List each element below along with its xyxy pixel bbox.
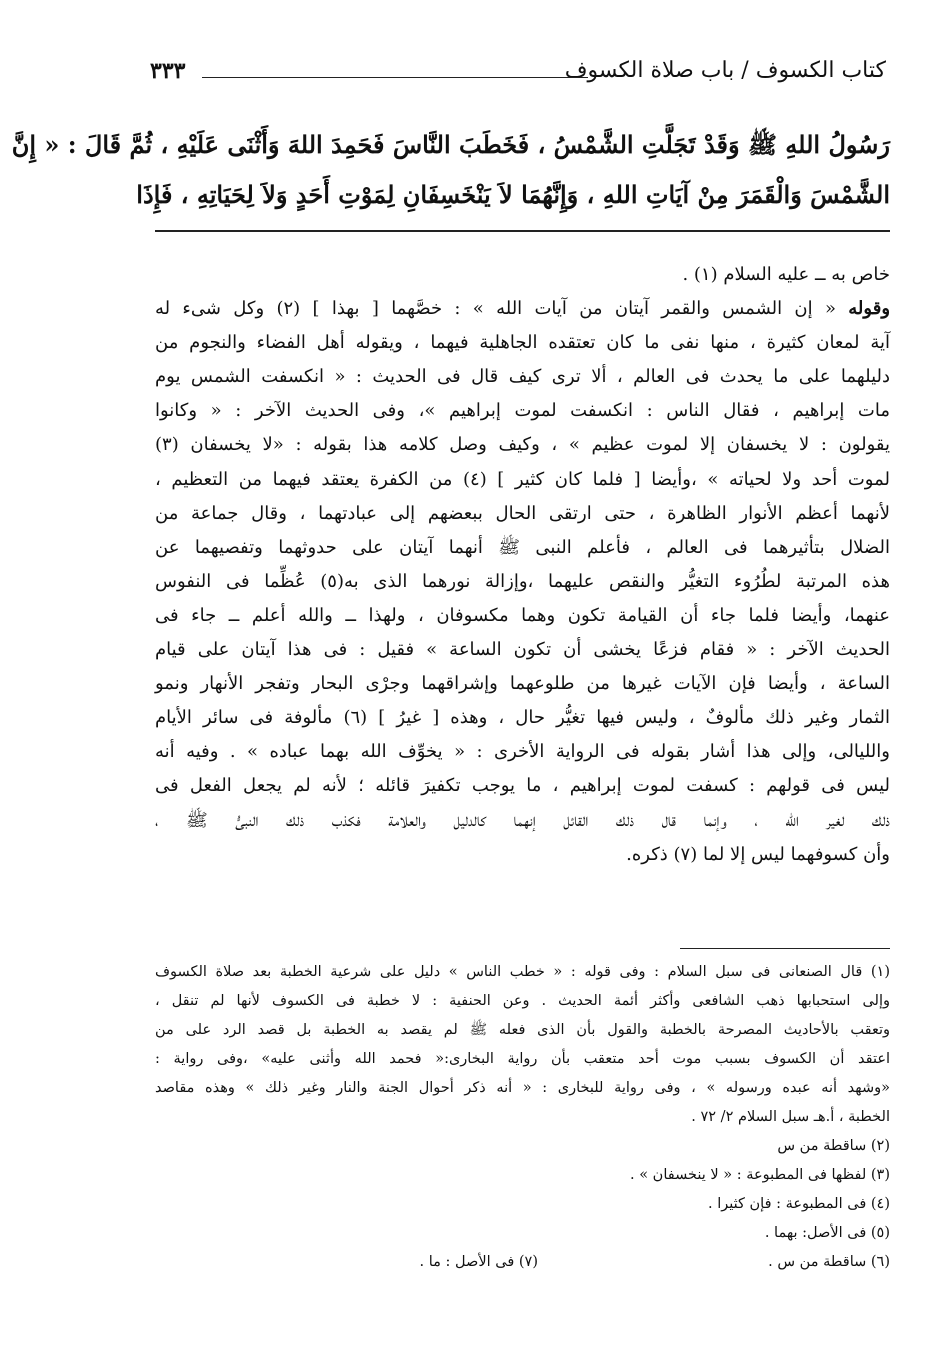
hadith-line: الشَّمْسَ وَالْقَمَرَ مِنْ آيَاتِ اللهِ ، وَإِنَّهُمَا لاَ يَنْخَسِفَانِ لِمَوْتِ أَحَدٍ وَلاَ لِحَيَاتِهِ ، فَإِذَا xyxy=(136,180,890,209)
footnote-line: اعتقد أن الكسوف بسبب موت أحد متعقب بأن رواية البخارى:« فحمد الله وأثنى عليه» ،وفى رواية : xyxy=(155,1051,890,1067)
footnote-line: الخطبة ، أ.هـ سبل السلام ٢/ ٧٢ . xyxy=(691,1109,890,1125)
commentary-line: هذه المرتبة لطُرُوء التغيُّر والنقص عليهما ،وإزالة نورهما الذى به(٥) عُظِّما فى النفوس xyxy=(155,570,890,592)
footnote-line: وإلى استحبابها ذهب الشافعى وأكثر أئمة الحديث . وعن الحنفية : لا خطبة فى الكسوف لأنها لم تنقل ، xyxy=(155,993,890,1009)
footnote-line: «وشهد أنه عبده ورسوله » ، وفى رواية للبخارى : « أنه ذكر أحوال الجنة والنار وغير ذلك » وهذه مقاصد xyxy=(155,1080,890,1096)
commentary-lead-word: وقوله xyxy=(848,298,891,320)
footnote-4: (٤) فى المطبوعة : فإن كثيرا . xyxy=(708,1196,890,1212)
commentary-line: دليلهما على ما يحدث فى العالم ، ألا ترى كيف قال فى الحديث : « انكسفت الشمس يوم xyxy=(155,366,890,388)
commentary-line: والليالى، وإلى هذا أشار بقوله فى الرواية الأخرى : « يخوِّف الله بهما عباده » . وفيه أنه xyxy=(155,741,890,763)
footnote-line: (١) قال الصنعانى فى سبل السلام : وفى قوله : « خطب الناس » دليل على شرعية الخطبة بعد صلاة الكسوف xyxy=(155,964,890,980)
page-number: ٣٣٣ xyxy=(150,58,186,84)
footnote-3: (٣) لفظها فى المطبوعة : « لا ينخسفان » . xyxy=(629,1167,890,1183)
footnote-line: وتعقب بالأحاديث المصرحة بالخطبة والقول بأن الذى فعله ﷺ لم يقصد به الخطبة بل قصد الرد على من xyxy=(155,1022,890,1038)
running-header xyxy=(150,58,886,94)
hadith-divider xyxy=(155,230,890,232)
hadith-line: رَسُولُ اللهِ ﷺ وَقَدْ تَجَلَّتِ الشَّمْسُ ، فَخَطَبَ النَّاسَ فَحَمِدَ اللهَ وَأَثْنَى عَلَيْهِ ، ثُمَّ قَالَ : « إِنَّ xyxy=(11,130,890,159)
commentary-line: لموت أحد ولا لحياته » ،وأيضا [ فلما كان كثير ] (٤) من الكفرة يعتقد فيهما من التعظيم ، xyxy=(155,468,890,490)
hadith-text xyxy=(11,120,890,220)
commentary-line: ذلك لغير الله ، وإنما قال ذلك القائل إنهما كالدليل والعلامة فكذب ذلك النبىُّ ﷺ ، xyxy=(155,809,890,831)
commentary-line: آية لمعان كثيرة ، منها نفى ما كان تعتقده الجاهلية فيهما ، ويقوله أهل الفضاء والنجوم من xyxy=(155,332,890,354)
commentary-line: لأنهما أعظم الأنوار الظاهرة ، حتى ارتقى الحال ببعضهم إلى عبادتهما ، وقال جماعة من xyxy=(155,502,890,524)
footnote-6: (٦) ساقطة من س . xyxy=(768,1254,890,1270)
header-title: كتاب الكسوف / باب صلاة الكسوف xyxy=(564,58,886,83)
footnotes xyxy=(155,958,890,1277)
commentary-line: وقوله « إن الشمس والقمر آيتان من آيات الله » : خصَّهما [ بهذا ] (٢) وكل شىء له xyxy=(155,298,891,320)
footnote-5: (٥) فى الأصل: بهما . xyxy=(764,1225,890,1241)
commentary-line: عنهما، وأيضا فلما جاء أن القيامة تكون وهما مكسوفان ، ولهذا ــ والله أعلم ــ جاء فى xyxy=(155,604,890,626)
commentary-line: مات إبراهيم ، فقال الناس : انكسفت لموت إبراهيم »، وفى الحديث الآخر : « وكانوا xyxy=(155,400,890,422)
footnote-row xyxy=(155,1248,890,1277)
commentary-line: ليس فى قولهم : كسفت لموت إبراهيم ، ما يوجب تكفيرَ قائله ؛ لأنه لم يجعل الفعل فى xyxy=(155,775,890,797)
footnote-divider xyxy=(680,948,890,949)
footnote-2: (٢) ساقطة من س xyxy=(777,1138,890,1154)
footnote-7: (٧) فى الأصل : ما . xyxy=(419,1254,538,1270)
commentary-line: الساعة ، وأيضا فإن الآيات غيرها من طلوعهما وإشراقهما وجرْى البحار وتفجر الأنهار ونمو xyxy=(155,673,890,695)
header-rule xyxy=(202,77,588,78)
commentary-line: الحديث الآخر : « فقام فزعًا يخشى أن تكون الساعة » فقيل : فى هذا آيتان على قيام xyxy=(155,639,890,661)
commentary-line: يقولون : لا يخسفان إلا لموت عظيم » ، وكيف وصل كلامه هذا بقوله : «لا يخسفان (٣) xyxy=(155,434,890,456)
commentary-line: الثمار وغير ذلك مألوفٌ ، وليس فيها تغيُّر حال ، وهذه [ غيرُ ] (٦) مألوفة فى سائر الأيام xyxy=(155,707,891,729)
commentary-line: الضلال بتأثيرهما فى العالم ، فأعلم النبى ﷺ أنهما آيتان على حدوثهما وتفصيهما عن xyxy=(155,536,890,558)
commentary-text xyxy=(155,258,890,872)
commentary-line: خاص به ــ عليه السلام (١) . xyxy=(682,264,890,285)
commentary-line: وأن كسوفهما ليس إلا لما (٧) ذكره. xyxy=(626,843,890,865)
